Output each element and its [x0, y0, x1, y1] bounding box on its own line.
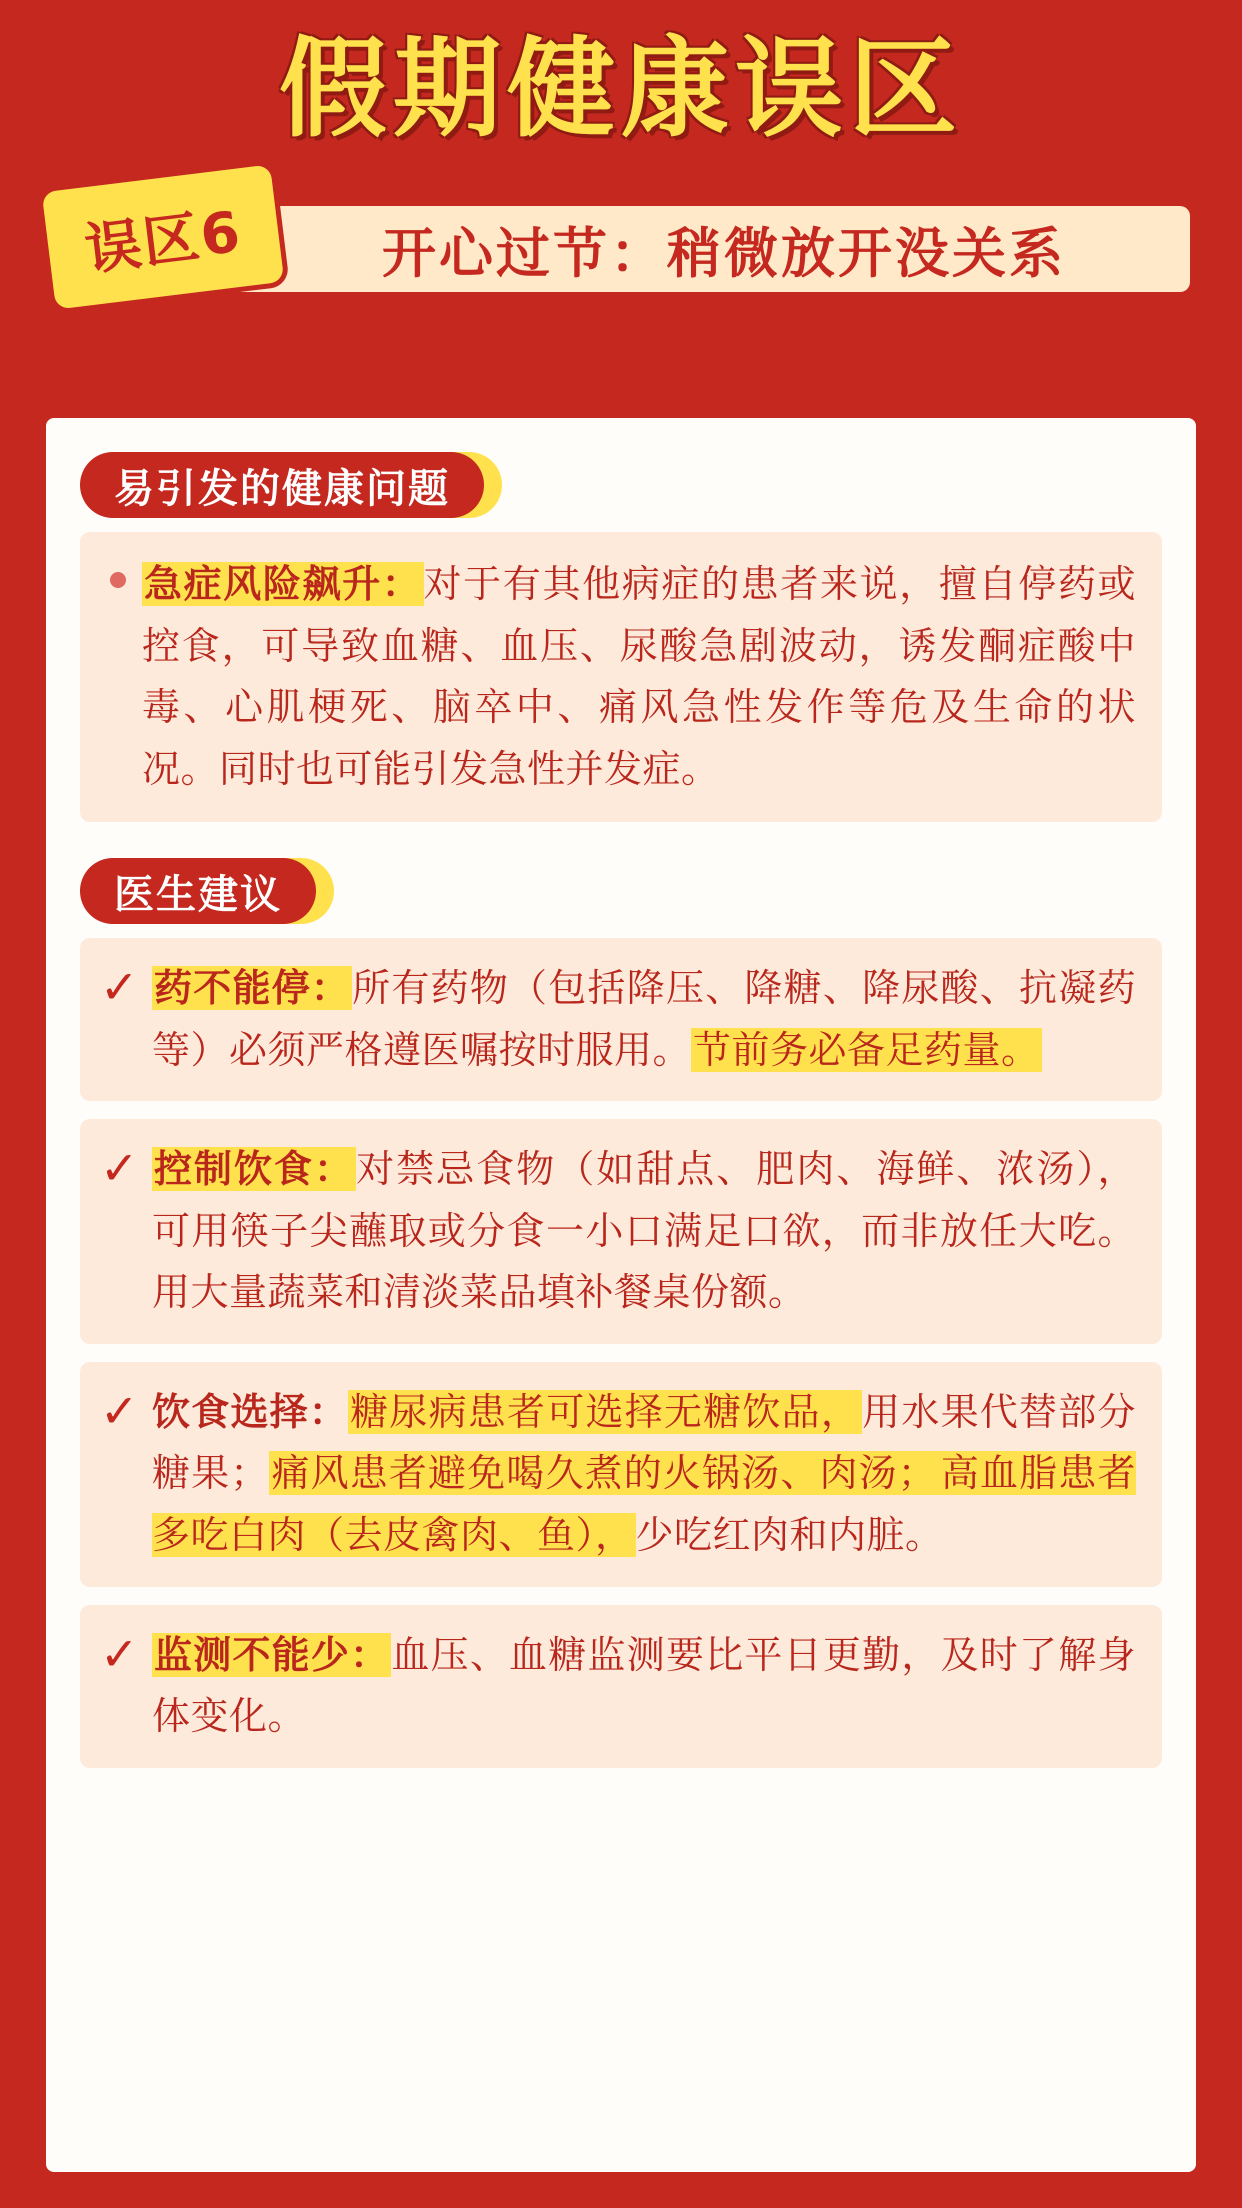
advice-segment-4: 高血脂患者多吃白肉（去皮禽肉、鱼）， [152, 1451, 1136, 1558]
advice-text [152, 958, 1136, 1081]
section-header-problem [80, 452, 484, 518]
pill-problem [80, 452, 484, 518]
page-title: 假期健康误区 [278, 27, 963, 152]
advice-body: 对禁忌食物（如甜点、肥肉、海鲜、浓汤），可用筷子尖蘸取或分食一小口满足口欲，而非放任大吃。用大量蔬菜和清淡菜品填补餐桌份额。 [152, 1147, 1136, 1315]
advice-segment-1: 糖尿病患者可选择无糖饮品， [350, 1389, 861, 1434]
advice-text [152, 1382, 1136, 1567]
check-icon: ✓ [100, 1141, 139, 1196]
title-area [0, 0, 1242, 152]
advice-lead: 饮食选择： [152, 1389, 349, 1434]
advice-item [80, 1362, 1162, 1587]
problem-text [142, 554, 1136, 800]
section-problem-title: 易引发的健康问题 [114, 465, 450, 512]
problem-body: 对于有其他病症的患者来说，擅自停药或控食，可导致血糖、血压、尿酸急剧波动，诱发酮症酸中毒、心肌梗死、脑卒中、痛风急性发作等危及生命的状况。同时也可能引发急性并发症。 [142, 562, 1136, 791]
misconception-badge-label: 误区6 [81, 199, 246, 284]
check-icon: ✓ [100, 1626, 139, 1681]
pill-advice [80, 858, 316, 924]
advice-lead: 控制饮食： [154, 1147, 355, 1192]
advice-lead: 监测不能少： [154, 1632, 390, 1677]
section-header-advice [80, 858, 316, 924]
advice-text [152, 1625, 1136, 1748]
advice-segment-5: 少吃红肉和内脏。 [635, 1513, 944, 1558]
advice-item [80, 938, 1162, 1101]
advice-item [80, 1605, 1162, 1768]
advice-text [152, 1139, 1136, 1324]
advice-body: 血压、血糖监测要比平日更勤，及时了解身体变化。 [152, 1632, 1136, 1739]
advice-segment-2: 用水果代替部分糖果； [152, 1389, 1136, 1496]
advice-body: 所有药物（包括降压、降糖、降尿酸、抗凝药等）必须严格遵医嘱按时服用。 [152, 966, 1136, 1072]
bullet-icon [110, 572, 126, 588]
section-advice-title: 医生建议 [114, 871, 282, 918]
advice-item [80, 1119, 1162, 1344]
check-icon: ✓ [100, 1383, 139, 1438]
content-card [46, 418, 1196, 2172]
problem-block [80, 532, 1162, 822]
advice-tail-highlight: 节前务必备足药量。 [693, 1027, 1040, 1072]
advice-segment-3: 痛风患者避免喝久煮的火锅汤、肉汤； [270, 1451, 937, 1496]
check-icon: ✓ [100, 960, 139, 1015]
problem-lead: 急症风险飙升： [144, 562, 422, 606]
advice-lead: 药不能停： [154, 966, 351, 1011]
subtitle-text: 开心过节：稍微放开没关系 [382, 221, 1066, 285]
subtitle-row [0, 170, 1242, 310]
